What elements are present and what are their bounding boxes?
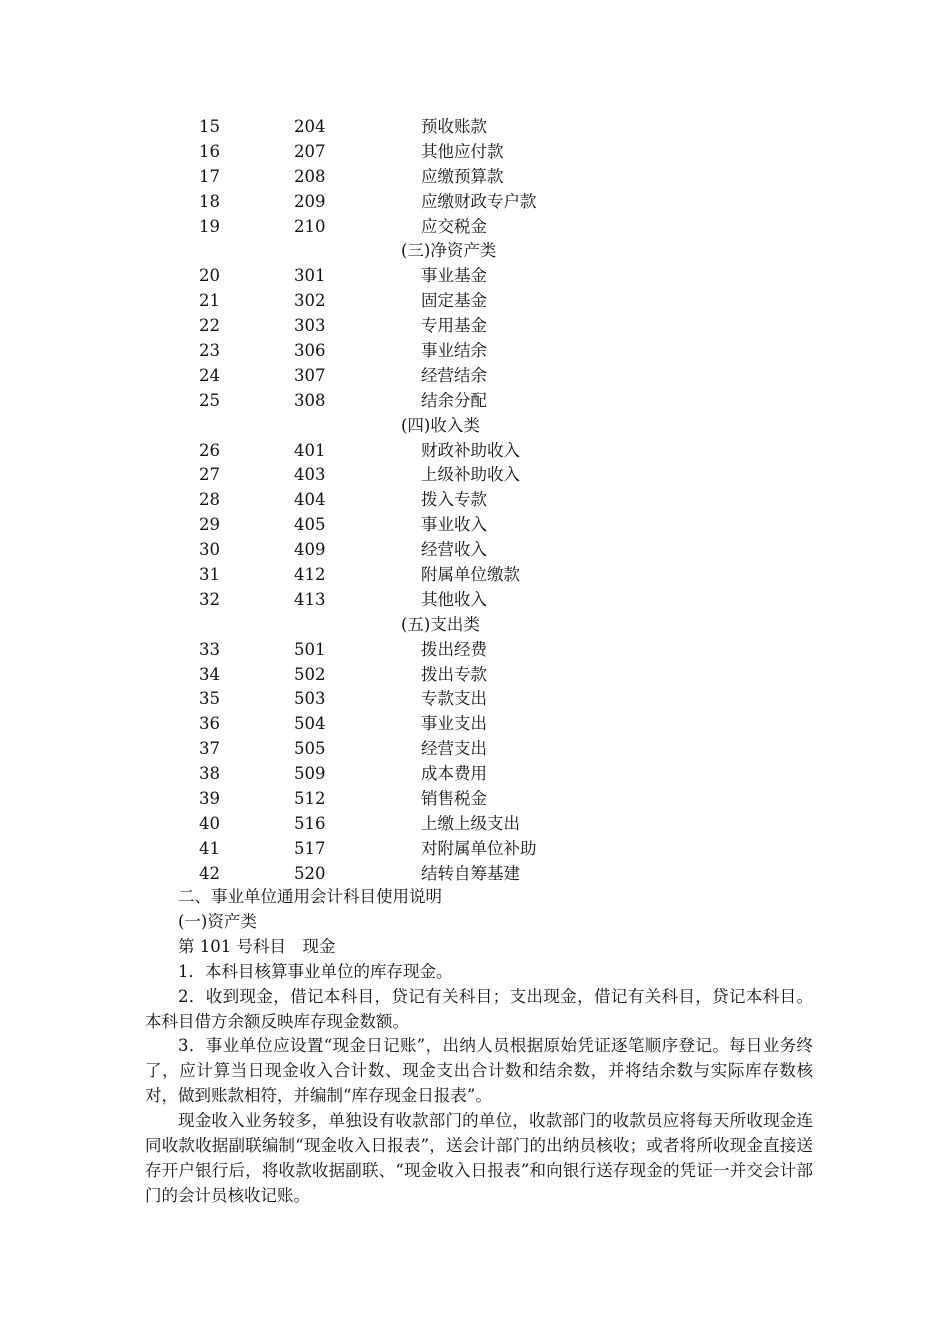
account-row xyxy=(0,638,950,663)
account-code: 207 xyxy=(294,141,326,161)
account-name: 拨出专款 xyxy=(421,664,487,684)
category-row xyxy=(0,239,950,264)
account-code: 302 xyxy=(294,291,326,311)
account-row xyxy=(0,115,950,140)
account-heading: 第 101 号科目 现金 xyxy=(178,936,336,956)
account-row xyxy=(0,289,950,314)
account-code: 413 xyxy=(294,589,326,609)
account-code: 210 xyxy=(294,216,326,236)
row-number: 18 xyxy=(199,191,220,211)
row-number: 39 xyxy=(199,789,220,809)
row-number: 16 xyxy=(199,141,220,161)
category-row xyxy=(0,613,950,638)
account-name: 经营结余 xyxy=(421,365,487,385)
account-code: 303 xyxy=(294,316,326,336)
account-name: 经营支出 xyxy=(421,739,487,759)
account-row xyxy=(0,687,950,712)
account-code: 516 xyxy=(294,813,326,833)
account-name: 固定基金 xyxy=(421,291,487,311)
category-label: (四)收入类 xyxy=(401,415,480,435)
account-code: 512 xyxy=(294,789,326,809)
body-text xyxy=(145,885,813,1209)
account-name: 事业支出 xyxy=(421,714,487,734)
account-row xyxy=(0,862,950,887)
account-code: 509 xyxy=(294,764,326,784)
account-row xyxy=(0,563,950,588)
account-name: 专款支出 xyxy=(421,689,487,709)
account-code: 504 xyxy=(294,714,326,734)
row-number: 20 xyxy=(199,266,220,286)
section-title: 二、事业单位通用会计科目使用说明 xyxy=(178,887,442,906)
account-name: 结转自筹基建 xyxy=(421,863,520,883)
account-name: 经营收入 xyxy=(421,540,487,560)
account-name: 成本费用 xyxy=(421,764,487,784)
category-label: (五)支出类 xyxy=(401,614,480,634)
paragraph-2: 2．收到现金，借记本科目，贷记有关科目；支出现金，借记有关科目，贷记本科目。本科目借方余额反映库存现金数额。 xyxy=(145,986,813,1031)
account-name: 拨入专款 xyxy=(421,490,487,510)
account-row xyxy=(0,140,950,165)
account-code: 409 xyxy=(294,540,326,560)
row-number: 38 xyxy=(199,764,220,784)
account-code: 204 xyxy=(294,117,326,136)
row-number: 25 xyxy=(199,390,220,410)
row-number: 23 xyxy=(199,341,220,361)
row-number: 33 xyxy=(199,639,220,659)
account-row xyxy=(0,389,950,414)
row-number: 17 xyxy=(199,166,220,186)
account-row xyxy=(0,215,950,240)
account-code: 209 xyxy=(294,191,326,211)
account-code: 405 xyxy=(294,515,326,535)
row-number: 34 xyxy=(199,664,220,684)
row-number: 26 xyxy=(199,440,220,460)
account-row xyxy=(0,538,950,563)
account-name: 销售税金 xyxy=(421,789,487,809)
row-number: 40 xyxy=(199,813,220,833)
row-number: 27 xyxy=(199,465,220,485)
account-code: 501 xyxy=(294,639,326,659)
row-number: 28 xyxy=(199,490,220,510)
account-name: 事业结余 xyxy=(421,341,487,361)
paragraph-4: 现金收入业务较多，单独设有收款部门的单位，收款部门的收款员应将每天所收现金连同收款收据副联编制“现金收入日报表”，送会计部门的出纳员核收；或者将所收现金直接送存开户银行后，将收款收据副联、“现金收入日报表”和向银行送存现金的凭证一并交会计部门的会计员核收记账。 xyxy=(145,1111,813,1205)
row-number: 29 xyxy=(199,515,220,535)
account-code: 403 xyxy=(294,465,326,485)
account-row xyxy=(0,264,950,289)
account-row xyxy=(0,513,950,538)
account-code: 308 xyxy=(294,390,326,410)
row-number: 19 xyxy=(199,216,220,236)
account-name: 事业基金 xyxy=(421,266,487,286)
account-code: 208 xyxy=(294,166,326,186)
account-row xyxy=(0,588,950,613)
account-name: 其他收入 xyxy=(421,589,487,609)
category-row xyxy=(0,414,950,439)
row-number: 35 xyxy=(199,689,220,709)
row-number: 21 xyxy=(199,291,220,311)
account-row xyxy=(0,364,950,389)
account-row xyxy=(0,812,950,837)
account-row xyxy=(0,190,950,215)
account-row xyxy=(0,663,950,688)
account-name: 结余分配 xyxy=(421,390,487,410)
row-number: 42 xyxy=(199,863,220,883)
account-code: 306 xyxy=(294,341,326,361)
account-code: 401 xyxy=(294,440,326,460)
account-code: 301 xyxy=(294,266,326,286)
account-code: 503 xyxy=(294,689,326,709)
row-number: 15 xyxy=(199,117,220,136)
row-number: 36 xyxy=(199,714,220,734)
account-name: 预收账款 xyxy=(421,117,487,136)
subsection-title: (一)资产类 xyxy=(178,911,257,931)
category-label: (三)净资产类 xyxy=(401,241,497,261)
account-name: 拨出经费 xyxy=(421,639,487,659)
account-code-list xyxy=(0,115,950,887)
account-row xyxy=(0,439,950,464)
account-name: 上缴上级支出 xyxy=(421,813,520,833)
account-code: 412 xyxy=(294,565,326,585)
paragraph-3: 3．事业单位应设置“现金日记账”，出纳人员根据原始凭证逐笔顺序登记。每日业务终了，应计算当日现金收入合计数、现金支出合计数和结余数，并将结余数与实际库存数核对，做到账款相符，并编制“库存现金日报表”。 xyxy=(145,1036,813,1106)
account-row xyxy=(0,339,950,364)
account-name: 上级补助收入 xyxy=(421,465,520,485)
account-name: 对附属单位补助 xyxy=(421,838,537,858)
account-row xyxy=(0,837,950,862)
account-code: 520 xyxy=(294,863,326,883)
account-code: 502 xyxy=(294,664,326,684)
account-name: 其他应付款 xyxy=(421,141,504,161)
row-number: 24 xyxy=(199,365,220,385)
account-row xyxy=(0,165,950,190)
row-number: 37 xyxy=(199,739,220,759)
account-name: 应缴预算款 xyxy=(421,166,504,186)
account-name: 专用基金 xyxy=(421,316,487,336)
account-code: 517 xyxy=(294,838,326,858)
account-code: 505 xyxy=(294,739,326,759)
account-row xyxy=(0,712,950,737)
account-row xyxy=(0,314,950,339)
row-number: 31 xyxy=(199,565,220,585)
row-number: 41 xyxy=(199,838,220,858)
account-row xyxy=(0,787,950,812)
account-row xyxy=(0,737,950,762)
account-row xyxy=(0,463,950,488)
account-name: 事业收入 xyxy=(421,515,487,535)
row-number: 32 xyxy=(199,589,220,609)
account-row xyxy=(0,762,950,787)
row-number: 22 xyxy=(199,316,220,336)
account-name: 应缴财政专户款 xyxy=(421,191,537,211)
row-number: 30 xyxy=(199,540,220,560)
account-name: 附属单位缴款 xyxy=(421,565,520,585)
paragraph-1: 1．本科目核算事业单位的库存现金。 xyxy=(178,961,453,981)
account-code: 404 xyxy=(294,490,326,510)
account-code: 307 xyxy=(294,365,326,385)
account-name: 应交税金 xyxy=(421,216,487,236)
account-name: 财政补助收入 xyxy=(421,440,520,460)
account-row xyxy=(0,488,950,513)
